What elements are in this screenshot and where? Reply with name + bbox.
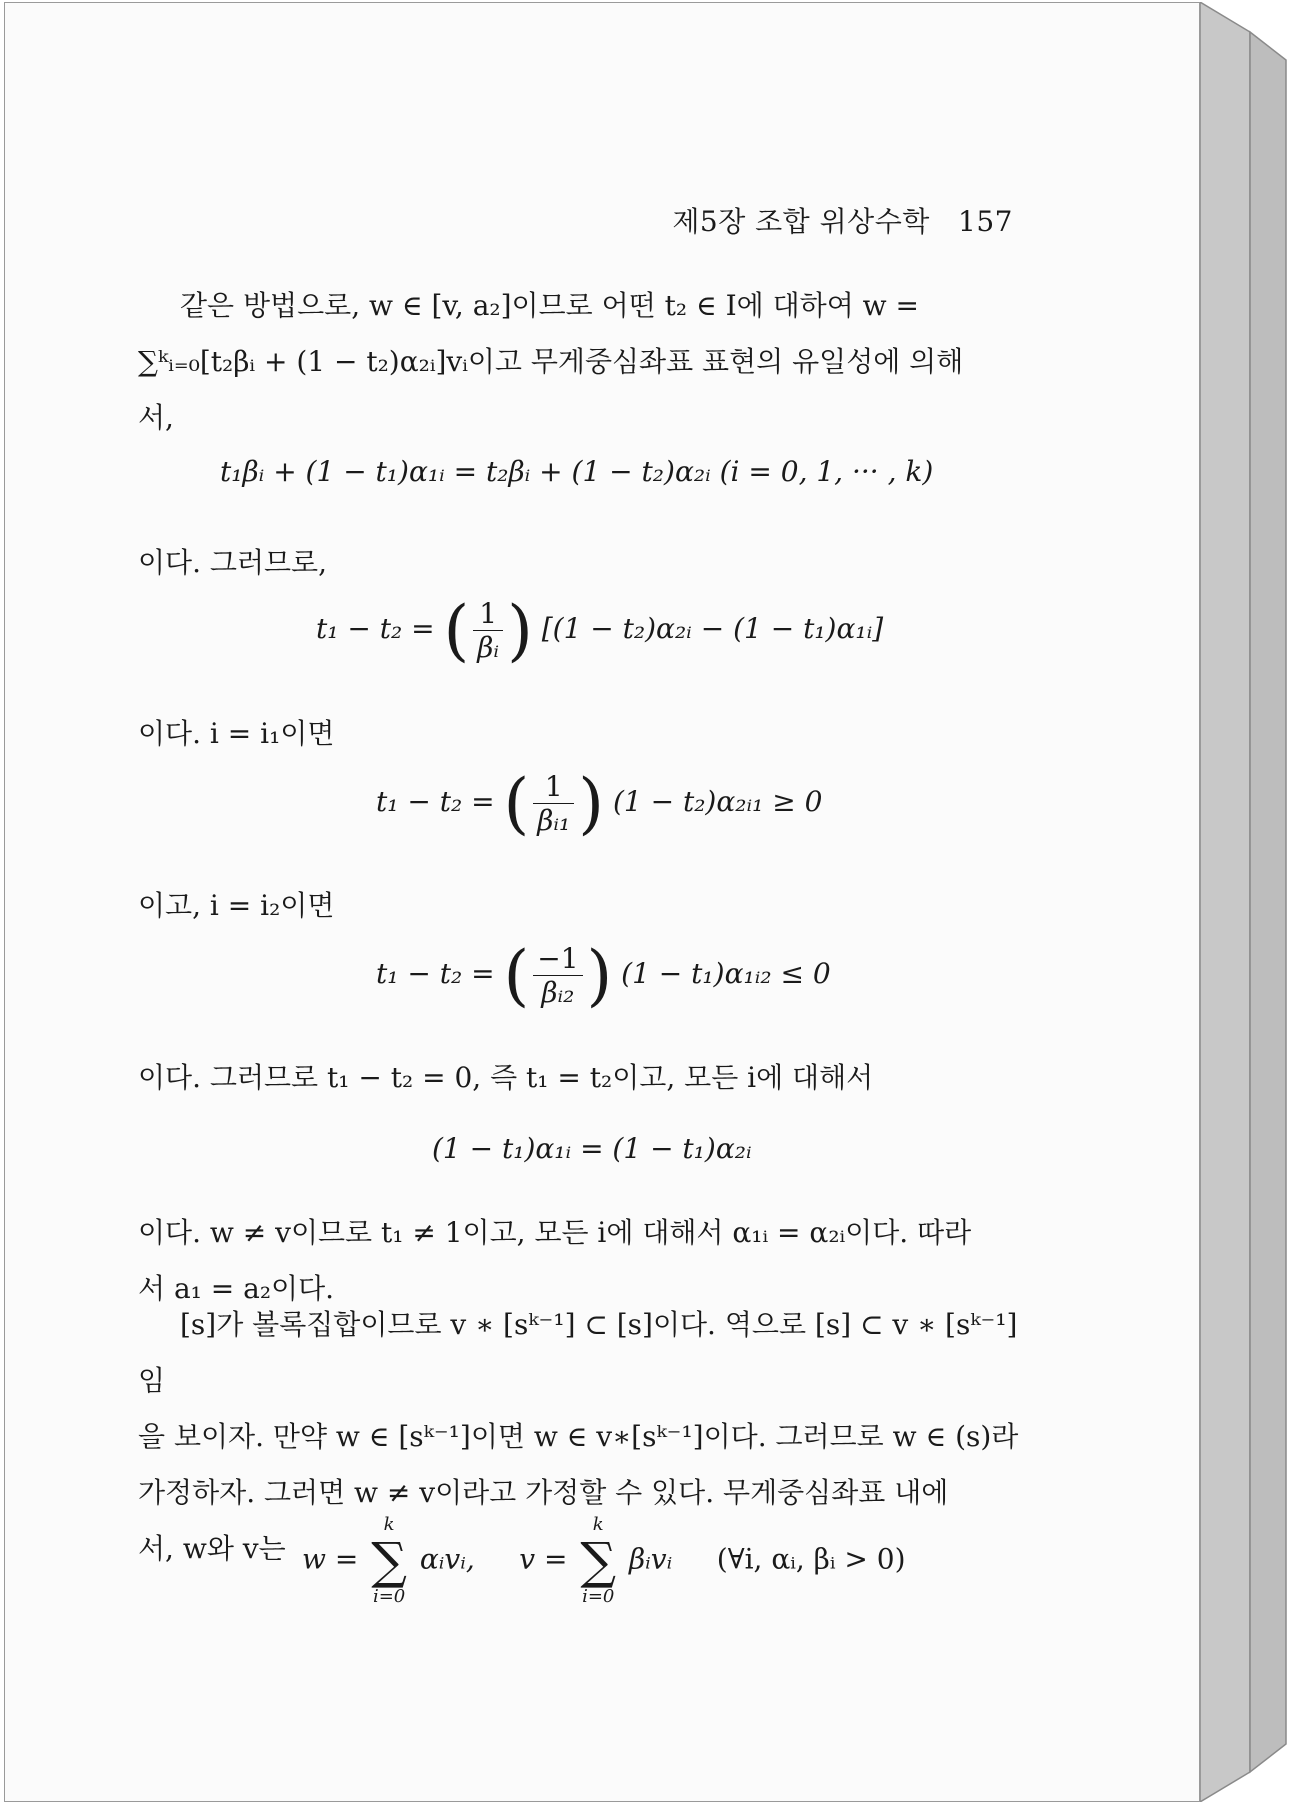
eq2-fraction [473,597,503,664]
eq6-w-lhs: w = [302,1542,359,1576]
text-2 [138,535,1034,591]
para6-line1: 이다. w ≠ v이므로 t₁ ≠ 1이고, 모든 i에 대해서 α₁ᵢ = α₂ᵢ이다. 따라 [138,1216,972,1249]
eq6-v-lhs: v = [519,1542,568,1576]
eq4-numerator: −1 [533,942,582,976]
eq3-rhs: (1 − t₂)α₂ᵢ₁ ≥ 0 [612,785,823,818]
eq3-fraction [533,770,574,837]
equation-3: t₁ − t₂ = ( $\frac{1}{\text{βᵢ₁}}$ ) (1 − t₂)α₂ᵢ₁ ≥ 0 [376,765,823,842]
eq2-denominator: βᵢ [477,631,500,664]
text-5 [138,1050,1034,1106]
text-2-line: 이다. 그러므로, [138,546,327,579]
eq6-w-term: αᵢvᵢ, [419,1542,475,1576]
page-number: 157 [958,205,1013,238]
eq3-numerator: 1 [533,770,574,804]
sum-symbol-v: k ∑ i=0 [580,1514,617,1607]
equation-5: (1 − t₁)α₁ᵢ = (1 − t₁)α₂ᵢ [432,1132,752,1165]
eq4-lhs: t₁ − t₂ = [376,957,495,990]
equation-1: t₁βᵢ + (1 − t₁)α₁ᵢ = t₂βᵢ + (1 − t₂)α₂ᵢ (i = 0, 1, ··· , k) [220,455,934,488]
text-4 [138,878,1034,934]
para1-line1: 같은 방법으로, w ∈ [v, a₂]이므로 어떤 t₂ ∈ I에 대하여 w = [180,289,919,322]
equation-4: t₁ − t₂ = ( $\frac{-1}{\text{βᵢ₂}}$ ) (1 − t₁)α₁ᵢ₂ ≤ 0 [376,937,831,1014]
text-3-line: 이다. i = i₁이면 [138,717,335,750]
para7-line2: 을 보이자. 만약 w ∈ [sᵏ⁻¹]이면 w ∈ v∗[sᵏ⁻¹]이다. 그러므로 w ∈ (s)라 [138,1420,1019,1453]
eq6-v-term: βᵢvᵢ [628,1542,673,1576]
sum-symbol-w: k ∑ i=0 [371,1514,407,1607]
text-5-line: 이다. 그러므로 t₁ − t₂ = 0, 즉 t₁ = t₂이고, 모든 i에 대해서 [138,1061,874,1094]
eq2-numerator: 1 [473,597,503,631]
equation-6 [302,1515,906,1607]
para6-line2: 서 a₁ = a₂이다. [138,1272,335,1305]
para7-line3: 가정하자. 그러면 w ≠ v이라고 가정할 수 있다. 무게중심좌표 내에 [138,1476,949,1509]
text-3 [138,706,1034,762]
sum-v-lower: i=0 [582,1586,615,1607]
eq4-rhs: (1 − t₁)α₁ᵢ₂ ≤ 0 [621,957,831,990]
eq3-lhs: t₁ − t₂ = [376,785,495,818]
para1-line2: ∑ᵏᵢ₌₀[t₂βᵢ + (1 − t₂)α₂ᵢ]vᵢ이고 무게중심좌표 표현의 유일성에 의해 [138,345,964,378]
eq3-denominator: βᵢ₁ [537,804,571,837]
para7-line1: [s]가 볼록집합이므로 v ∗ [sᵏ⁻¹] ⊂ [s]이다. 역으로 [s] ⊂ v ∗ [sᵏ⁻¹]임 [138,1308,1018,1397]
eq2-lhs: t₁ − t₂ = [316,612,435,645]
eq4-fraction [533,942,582,1009]
equation-2: t₁ − t₂ = ( $\frac{1}{\text{βᵢ}}$ ) [(1 − t₂)α₂ᵢ − (1 − t₁)α₁ᵢ] [316,592,884,669]
chapter-title: 제5장 조합 위상수학 [672,205,930,238]
eq4-denominator: βᵢ₂ [541,976,575,1009]
para7-line4: 서, w와 v는 [138,1532,286,1565]
book-spine [1200,2,1288,1802]
paragraph-1 [138,278,1034,446]
eq2-rhs: [(1 − t₂)α₂ᵢ − (1 − t₁)α₁ᵢ] [541,612,884,645]
sum-v-upper: k [592,1514,604,1535]
running-header [672,200,1013,240]
text-4-line: 이고, i = i₂이면 [138,889,335,922]
sum-w-upper: k [383,1514,395,1535]
eq6-condition: (∀i, αᵢ, βᵢ > 0) [716,1542,906,1576]
sum-w-lower: i=0 [372,1586,406,1607]
para1-line3: 서, [138,401,174,434]
